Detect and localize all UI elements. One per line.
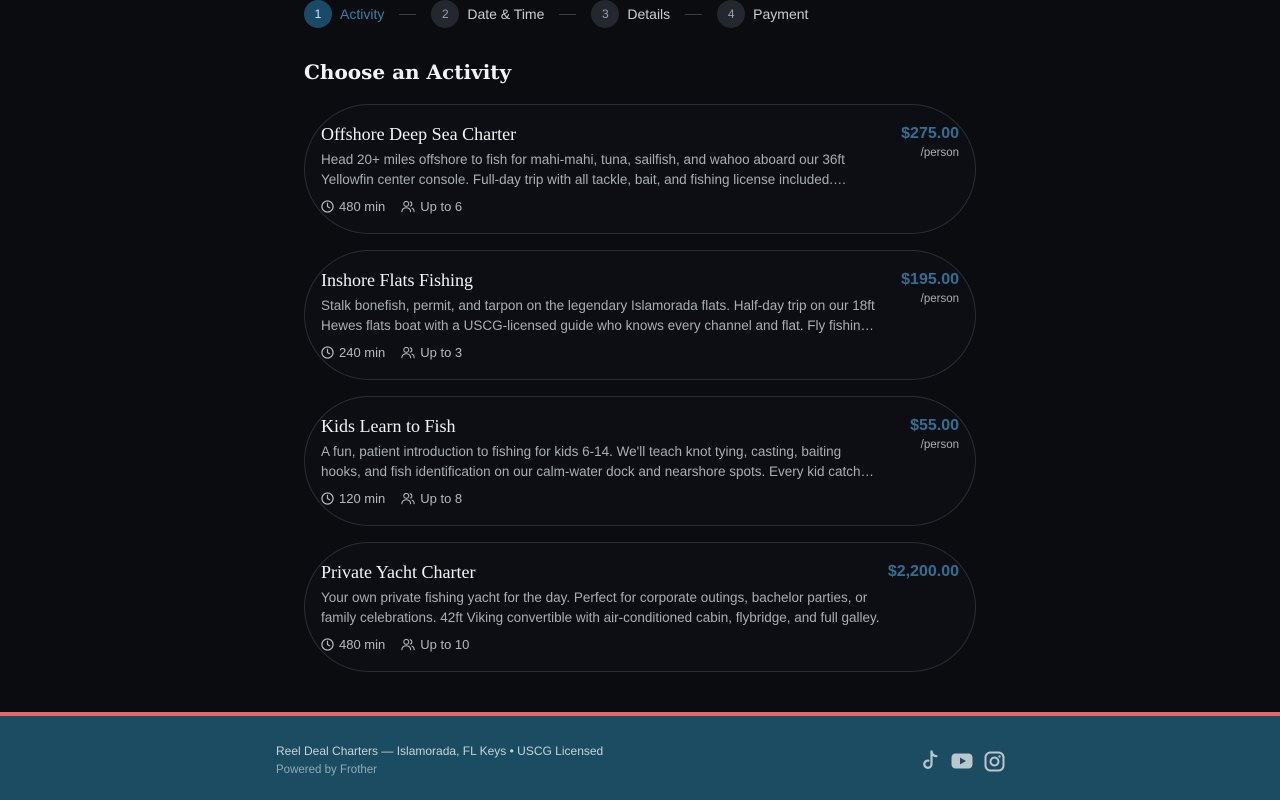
footer-powered-by <box>276 764 377 776</box>
activity-meta <box>321 199 478 214</box>
step-activity[interactable] <box>304 0 384 28</box>
activity-title: Kids Learn to Fish <box>321 416 456 436</box>
youtube-link[interactable] <box>950 749 974 773</box>
instagram-link[interactable] <box>982 749 1006 773</box>
capacity-meta <box>401 345 462 360</box>
step-label: Date & Time <box>467 6 545 22</box>
step-label: Details <box>627 6 671 22</box>
activity-price: $195.00 <box>901 271 959 288</box>
powered-by-text: Powered by <box>276 764 340 776</box>
price-unit: /person <box>920 439 959 451</box>
duration-meta <box>321 199 385 214</box>
step-number: 3 <box>591 0 619 28</box>
activity-price-block <box>910 417 959 451</box>
page-title: Choose an Activity <box>304 60 512 84</box>
activity-meta <box>321 637 485 652</box>
activity-description: Your own private fishing yacht for the day. Perfect for corporate outings, bachelor parties, or family celebrations. 42ft Viking convertible with air-conditioned cabin, flybridge, and full galley. <box>321 590 880 625</box>
users-icon <box>401 492 415 505</box>
capacity-meta <box>401 199 462 214</box>
users-icon <box>401 200 415 213</box>
duration-meta <box>321 491 385 506</box>
step-label: Activity <box>340 6 385 22</box>
activity-description: Stalk bonefish, permit, and tarpon on the legendary Islamorada flats. Half-day trip on our 18ft Hewes flats boat with a USCG-licensed guide who knows every channel and flat. Fly fishing <box>321 298 875 333</box>
capacity-meta <box>401 491 462 506</box>
duration-text: 480 min <box>339 637 386 652</box>
capacity-text: Up to 8 <box>420 491 463 506</box>
tiktok-icon <box>920 750 940 772</box>
activity-price-block <box>901 271 959 305</box>
activity-card-offshore-deep-sea[interactable] <box>304 104 976 234</box>
step-connector <box>685 14 702 15</box>
price-unit: /person <box>920 293 959 305</box>
activity-title: Inshore Flats Fishing <box>321 270 474 290</box>
youtube-icon <box>951 753 973 769</box>
tiktok-link[interactable] <box>918 749 942 773</box>
clock-icon <box>321 346 334 359</box>
step-payment[interactable] <box>717 0 808 28</box>
activity-meta <box>321 345 478 360</box>
capacity-text: Up to 3 <box>420 345 463 360</box>
clock-icon <box>321 492 334 505</box>
capacity-meta <box>401 637 469 652</box>
activity-description: A fun, patient introduction to fishing for kids 6-14. We'll teach knot tying, casting, baiting hooks, and fish identification on our calm-water dock and nearshore spots. Every kid catches <box>321 444 875 479</box>
activity-list <box>304 104 976 688</box>
activity-price-block <box>901 125 959 159</box>
activity-card-kids-learn-to-fish[interactable] <box>304 396 976 526</box>
footer-business-info: Reel Deal Charters — Islamorada, FL Keys • USCG Licensed <box>276 744 604 758</box>
activity-description: Head 20+ miles offshore to fish for mahi-mahi, tuna, sailfish, and wahoo aboard our 36ft Yellowfin center console. Full-day trip with all tackle, bait, and fishing license included. <box>321 152 845 187</box>
activity-price: $55.00 <box>910 417 959 434</box>
clock-icon <box>321 638 334 651</box>
step-number: 2 <box>431 0 459 28</box>
activity-title: Private Yacht Charter <box>321 562 476 582</box>
duration-meta <box>321 345 385 360</box>
duration-text: 120 min <box>339 491 386 506</box>
activity-title: Offshore Deep Sea Charter <box>321 124 517 144</box>
capacity-text: Up to 6 <box>420 199 463 214</box>
instagram-icon <box>984 751 1005 772</box>
duration-meta <box>321 637 385 652</box>
step-details[interactable] <box>591 0 670 28</box>
social-links <box>918 749 1014 773</box>
step-label: Payment <box>753 6 809 22</box>
activity-price: $275.00 <box>901 125 959 142</box>
duration-text: 480 min <box>339 199 386 214</box>
users-icon <box>401 346 415 359</box>
activity-card-private-yacht[interactable] <box>304 542 976 672</box>
clock-icon <box>321 200 334 213</box>
step-connector <box>399 14 416 15</box>
step-connector <box>559 14 576 15</box>
activity-meta <box>321 491 478 506</box>
site-footer <box>0 712 1280 800</box>
capacity-text: Up to 10 <box>420 637 470 652</box>
duration-text: 240 min <box>339 345 386 360</box>
step-number: 1 <box>304 0 332 28</box>
booking-stepper <box>304 0 808 28</box>
step-date-time[interactable] <box>431 0 544 28</box>
step-number: 4 <box>717 0 745 28</box>
activity-price: $2,200.00 <box>887 563 959 580</box>
price-unit: /person <box>920 147 959 159</box>
users-icon <box>401 638 415 651</box>
frother-link[interactable]: Frother <box>339 764 378 776</box>
activity-price-block <box>888 563 959 585</box>
activity-card-inshore-flats[interactable] <box>304 250 976 380</box>
